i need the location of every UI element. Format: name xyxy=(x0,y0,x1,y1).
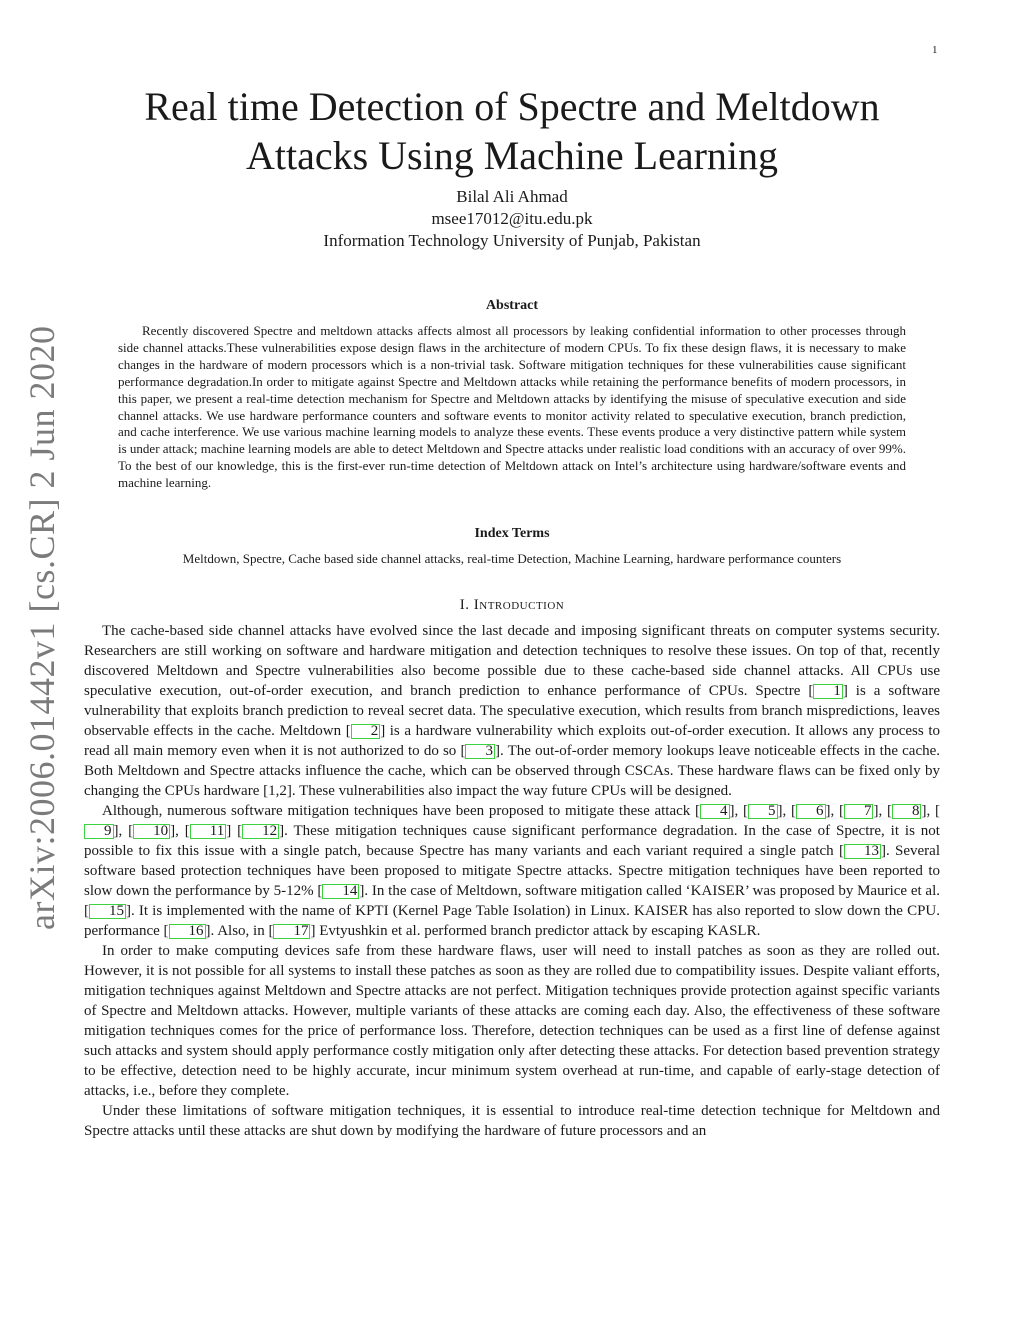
citation-link[interactable]: 13 xyxy=(844,844,881,859)
paper-title: Real time Detection of Spectre and Meltdown Attacks Using Machine Learning xyxy=(144,84,880,178)
text-run: Although, numerous software mitigation techniques have been proposed to mitigate these attack xyxy=(102,803,696,819)
text-run: Evtyushkin et al. performed branch predictor attack by escaping KASLR. xyxy=(315,923,761,939)
index-terms-text: Meltdown, Spectre, Cache based side channel attacks, real-time Detection, Machine Learning, hardware performance counters xyxy=(182,551,842,566)
arxiv-stamp: arXiv:2006.01442v1 [cs.CR] 2 Jun 2020 xyxy=(22,325,62,930)
text-run: . Several software based protection techniques have been proposed to mitigate Spectre attacks. Spectre mitigation techniques have been reported to slow down the performance by 5-12% xyxy=(84,843,941,899)
citation-link[interactable]: 8 xyxy=(892,804,922,819)
section-body xyxy=(84,621,940,1141)
text-run: . These mitigation techniques cause significant performance degradation. In the case of Spectre, it is not possible to fix this issue with a single patch, because Spectre has many variants and each variant required a single patch xyxy=(84,823,940,859)
citation-link[interactable]: 11 xyxy=(190,824,226,839)
citation-link[interactable]: 16 xyxy=(169,924,206,939)
paragraph: Although, numerous software mitigation techniques have been proposed to mitigate these attack [ 4 ], [ 5 ], [ 6 ], [ 7 ], [ 8 ], [9 ], [ 10 ], [ 11 ] [ 12 ]. These mitigation techniques cause significant performance degradation. In the case of Spectre, it is not possible to fix this issue with a single patch, because Spectre has many variants and each variant required a single patch [ 13 ]. Several software based protection techniques have been proposed to mitigate Spectre attacks. Spectre mitigation techniques have been reported to slow down the performance by 5-12% [ 14 ]. In the case of Meltdown, software mitigation called ‘KAISER’ was proposed by Maurice et al. [ 15 ]. It is implemented with the name of KPTI (Kernel Page Table Isolation) in Linux. KAISER has also reported to slow down the CPU. performance [ 16 ]. Also, in [ 17 ] Evtyushkin et al. performed branch predictor attack by escaping KASLR. xyxy=(84,803,941,939)
citation-link[interactable]: 7 xyxy=(844,804,874,819)
citation-link[interactable]: 17 xyxy=(273,924,310,939)
citation-link[interactable]: 9 xyxy=(84,824,114,839)
citation-link[interactable]: 1 xyxy=(813,684,843,699)
text-run: . In the case of Meltdown, software mitigation called ‘KAISER’ was proposed by Maurice et al. xyxy=(364,883,940,899)
citation-link[interactable]: 6 xyxy=(796,804,826,819)
citation-link[interactable]: 12 xyxy=(242,824,279,839)
text-run: . The out-of-order memory lookups leave noticeable effects in the cache. Both Meltdown and Spectre attacks influence the cache, which can be observed through CSCAs. These hardware flaws can be fixed only by changing the CPUs hardware [1,2]. These vulnerabilities also impact the way future CPUs will be designed. xyxy=(84,743,941,799)
citation-link[interactable]: 5 xyxy=(748,804,778,819)
citation-link[interactable]: 4 xyxy=(700,804,730,819)
author-affiliation: Information Technology University of Punjab, Pakistan xyxy=(323,231,701,250)
text-run: is a hardware vulnerability which exploits out-of-order execution. It allows any process to read all main memory even when it is not authorized to do so xyxy=(84,723,940,759)
citation-link[interactable]: 10 xyxy=(133,824,170,839)
section-heading: I. Introduction xyxy=(459,597,565,613)
author-block xyxy=(84,186,940,252)
text-run: is a software vulnerability that exploits branch prediction to reveal secret data. The speculative execution, which results from branch mispredictions, leaves observable effects in the cache. Meltdown xyxy=(84,683,940,739)
citation-link[interactable]: 2 xyxy=(351,724,381,739)
text-run: The cache-based side channel attacks have evolved since the last decade and imposing significant threats on computer systems security. Researchers are still working on software and hardware mitigation and detection techniques to resolve these issues. On top of that, recently discovered Meltdown and Spectre vulnerabilities also become possible due to these cache-based side channel attacks. All CPUs use speculative execution, out-of-order execution, and branch prediction to enhance performance of CPUs. Spectre xyxy=(84,623,940,699)
author-name: Bilal Ali Ahmad xyxy=(456,187,568,206)
citation-link[interactable]: 14 xyxy=(322,884,359,899)
text-run: . It is implemented with the name of KPTI (Kernel Page Table Isolation) in Linux. KAISER has also reported to slow down the CPU. performance xyxy=(84,903,940,939)
author-email: msee17012@itu.edu.pk xyxy=(431,209,593,228)
paragraph: The cache-based side channel attacks have evolved since the last decade and imposing significant threats on computer systems security. Researchers are still working on software and hardware mitigation and detection techniques to resolve these issues. On top of that, recently discovered Meltdown and Spectre vulnerabilities also become possible due to these cache-based side channel attacks. All CPUs use speculative execution, out-of-order execution, and branch prediction to enhance performance of CPUs. Spectre [ 1 ] is a software vulnerability that exploits branch prediction to reveal secret data. The speculative execution, which results from branch mispredictions, leaves observable effects in the cache. Meltdown [ 2 ] is a hardware vulnerability which exploits out-of-order execution. It allows any process to read all main memory even when it is not authorized to do so [ 3 ]. The out-of-order memory lookups leave noticeable effects in the cache. Both Meltdown and Spectre attacks influence the cache, which can be observed through CSCAs. These hardware flaws can be fixed only by changing the CPUs hardware [1,2]. These vulnerabilities also impact the way future CPUs will be designed. xyxy=(84,623,941,799)
index-terms-heading: Index Terms xyxy=(474,526,550,541)
abstract-heading: Abstract xyxy=(485,298,539,313)
paragraph: In order to make computing devices safe from these hardware flaws, user will need to install patches as soon as they are rolled out. However, it is not possible for all systems to install these patches as soon as they are rolled due to compatibility issues. Despite valiant efforts, mitigation techniques against Meltdown and Spectre attacks are not perfect. Mitigation techniques provide protection against specific variants of Spectre and Meltdown attacks. However, multiple variants of these attacks are coming each day. Also, the effectiveness of these software mitigation techniques comes for the price of performance loss. Therefore, detection techniques can be used as a first line of defense against such attacks and system should apply performance costly mitigation only after detecting these attacks. For detection based prevention strategy to be effective, detection need to be highly accurate, incur minimum system overhead at run-time, and capable of early-stage detection of attacks, i.e., before they complete. xyxy=(84,943,940,1099)
text-run: . Also, in xyxy=(210,923,269,939)
page-number: 1 xyxy=(932,44,938,56)
citation-link[interactable]: 15 xyxy=(89,904,126,919)
paragraph: Under these limitations of software mitigation techniques, it is essential to introduce real-time detection technique for Meltdown and Spectre attacks until these attacks are shut down by modifying the hardware of future processors and an xyxy=(84,1103,940,1139)
abstract-text: Recently discovered Spectre and meltdown attacks affects almost all processors by leaking confidential information to other processes through side channel attacks.These vulnerabilities expose design flaws in the architecture of modern CPUs. To fix these design flaws, it is necessary to make changes in the hardware of modern processors which is a non-trivial task. Software mitigation techniques for these vulnerabilities cause significant performance degradation.In order to mitigate against Spectre and Meltdown attacks while retaining the performance benefits of modern processors, in this paper, we present a real-time detection mechanism for Spectre and Meltdown attacks by identifying the misuse of speculative execution and side channel attacks. We use hardware performance counters and software events to monitor activity related to speculative execution, branch prediction, and cache interference. We use various machine learning models to analyze these events. These events produce a very distinctive pattern while system is under attack; machine learning models are able to detect Meltdown and Spectre attacks under realistic load conditions with an accuracy of over 99%. To the best of our knowledge, this is the first-ever run-time detection of Meltdown attack on Intel’s architecture using hardware/software events and machine learning. xyxy=(118,323,906,491)
citation-link[interactable]: 3 xyxy=(465,744,495,759)
